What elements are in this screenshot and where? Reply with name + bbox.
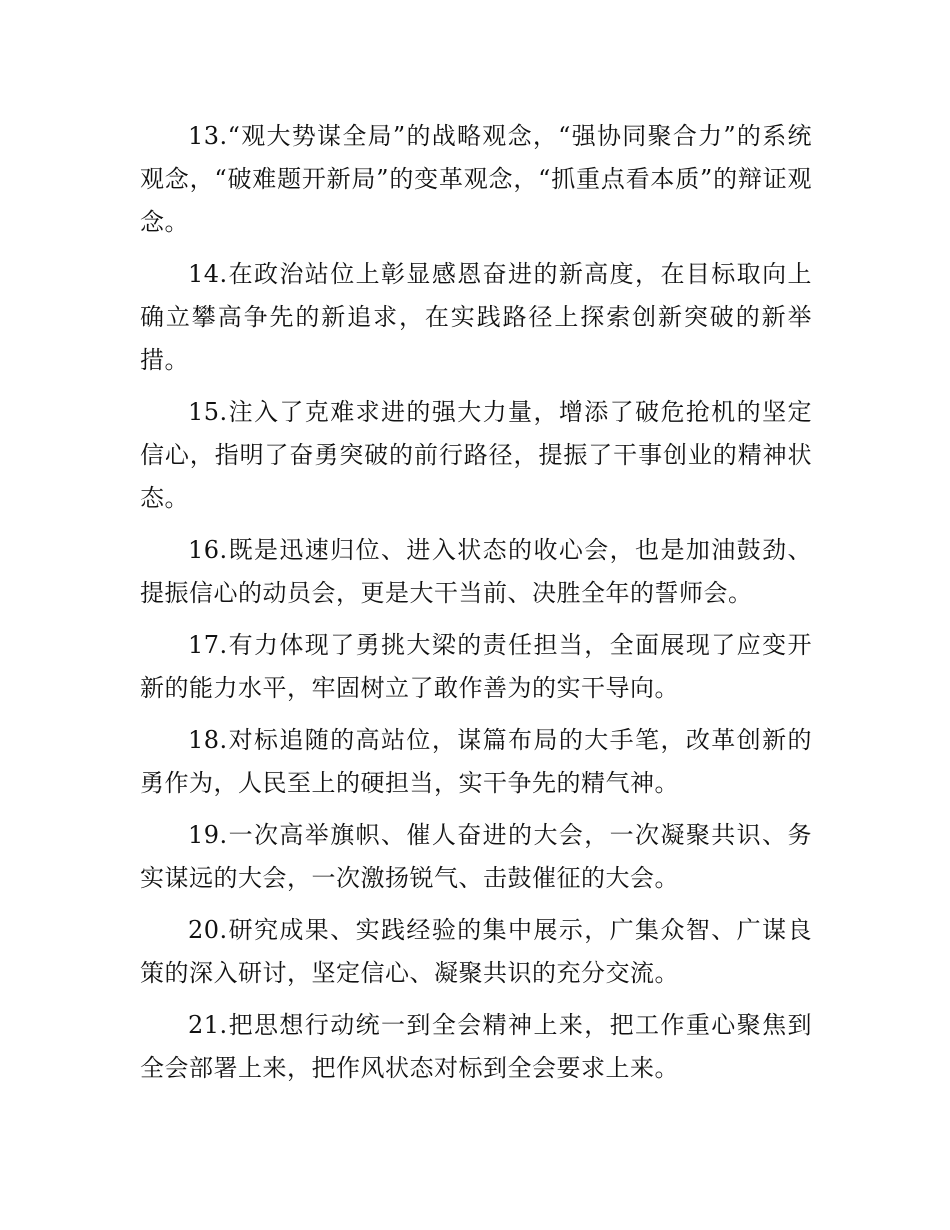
paragraph-17: 17.有力体现了勇挑大梁的责任担当，全面展现了应变开新的能力水平，牢固树立了敢作善为的实干导向。 [140,631,812,702]
paragraph-14: 14.在政治站位上彰显感恩奋进的新高度，在目标取向上确立攀高争先的新追求，在实践路径上探索创新突破的新举措。 [140,260,812,374]
paragraph-19: 19.一次高举旗帜、催人奋进的大会，一次凝聚共识、务实谋远的大会，一次激扬锐气、击鼓催征的大会。 [140,821,812,892]
paragraph-20: 20.研究成果、实践经验的集中展示，广集众智、广谋良策的深入研讨，坚定信心、凝聚共识的充分交流。 [140,916,812,987]
document-body [140,115,812,1099]
paragraph-21: 21.把思想行动统一到全会精神上来，把工作重心聚焦到全会部署上来，把作风状态对标到全会要求上来。 [140,1011,812,1082]
paragraph-15: 15.注入了克难求进的强大力量，增添了破危抢机的坚定信心，指明了奋勇突破的前行路径，提振了干事创业的精神状态。 [140,398,812,512]
paragraph-13: 13.“观大势谋全局”的战略观念，“强协同聚合力”的系统观念，“破难题开新局”的变革观念，“抓重点看本质”的辩证观念。 [140,122,812,236]
paragraph-16: 16.既是迅速归位、进入状态的收心会，也是加油鼓劲、提振信心的动员会，更是大干当前、决胜全年的誓师会。 [140,536,812,607]
paragraph-18: 18.对标追随的高站位，谋篇布局的大手笔，改革创新的勇作为，人民至上的硬担当，实干争先的精气神。 [140,726,812,797]
